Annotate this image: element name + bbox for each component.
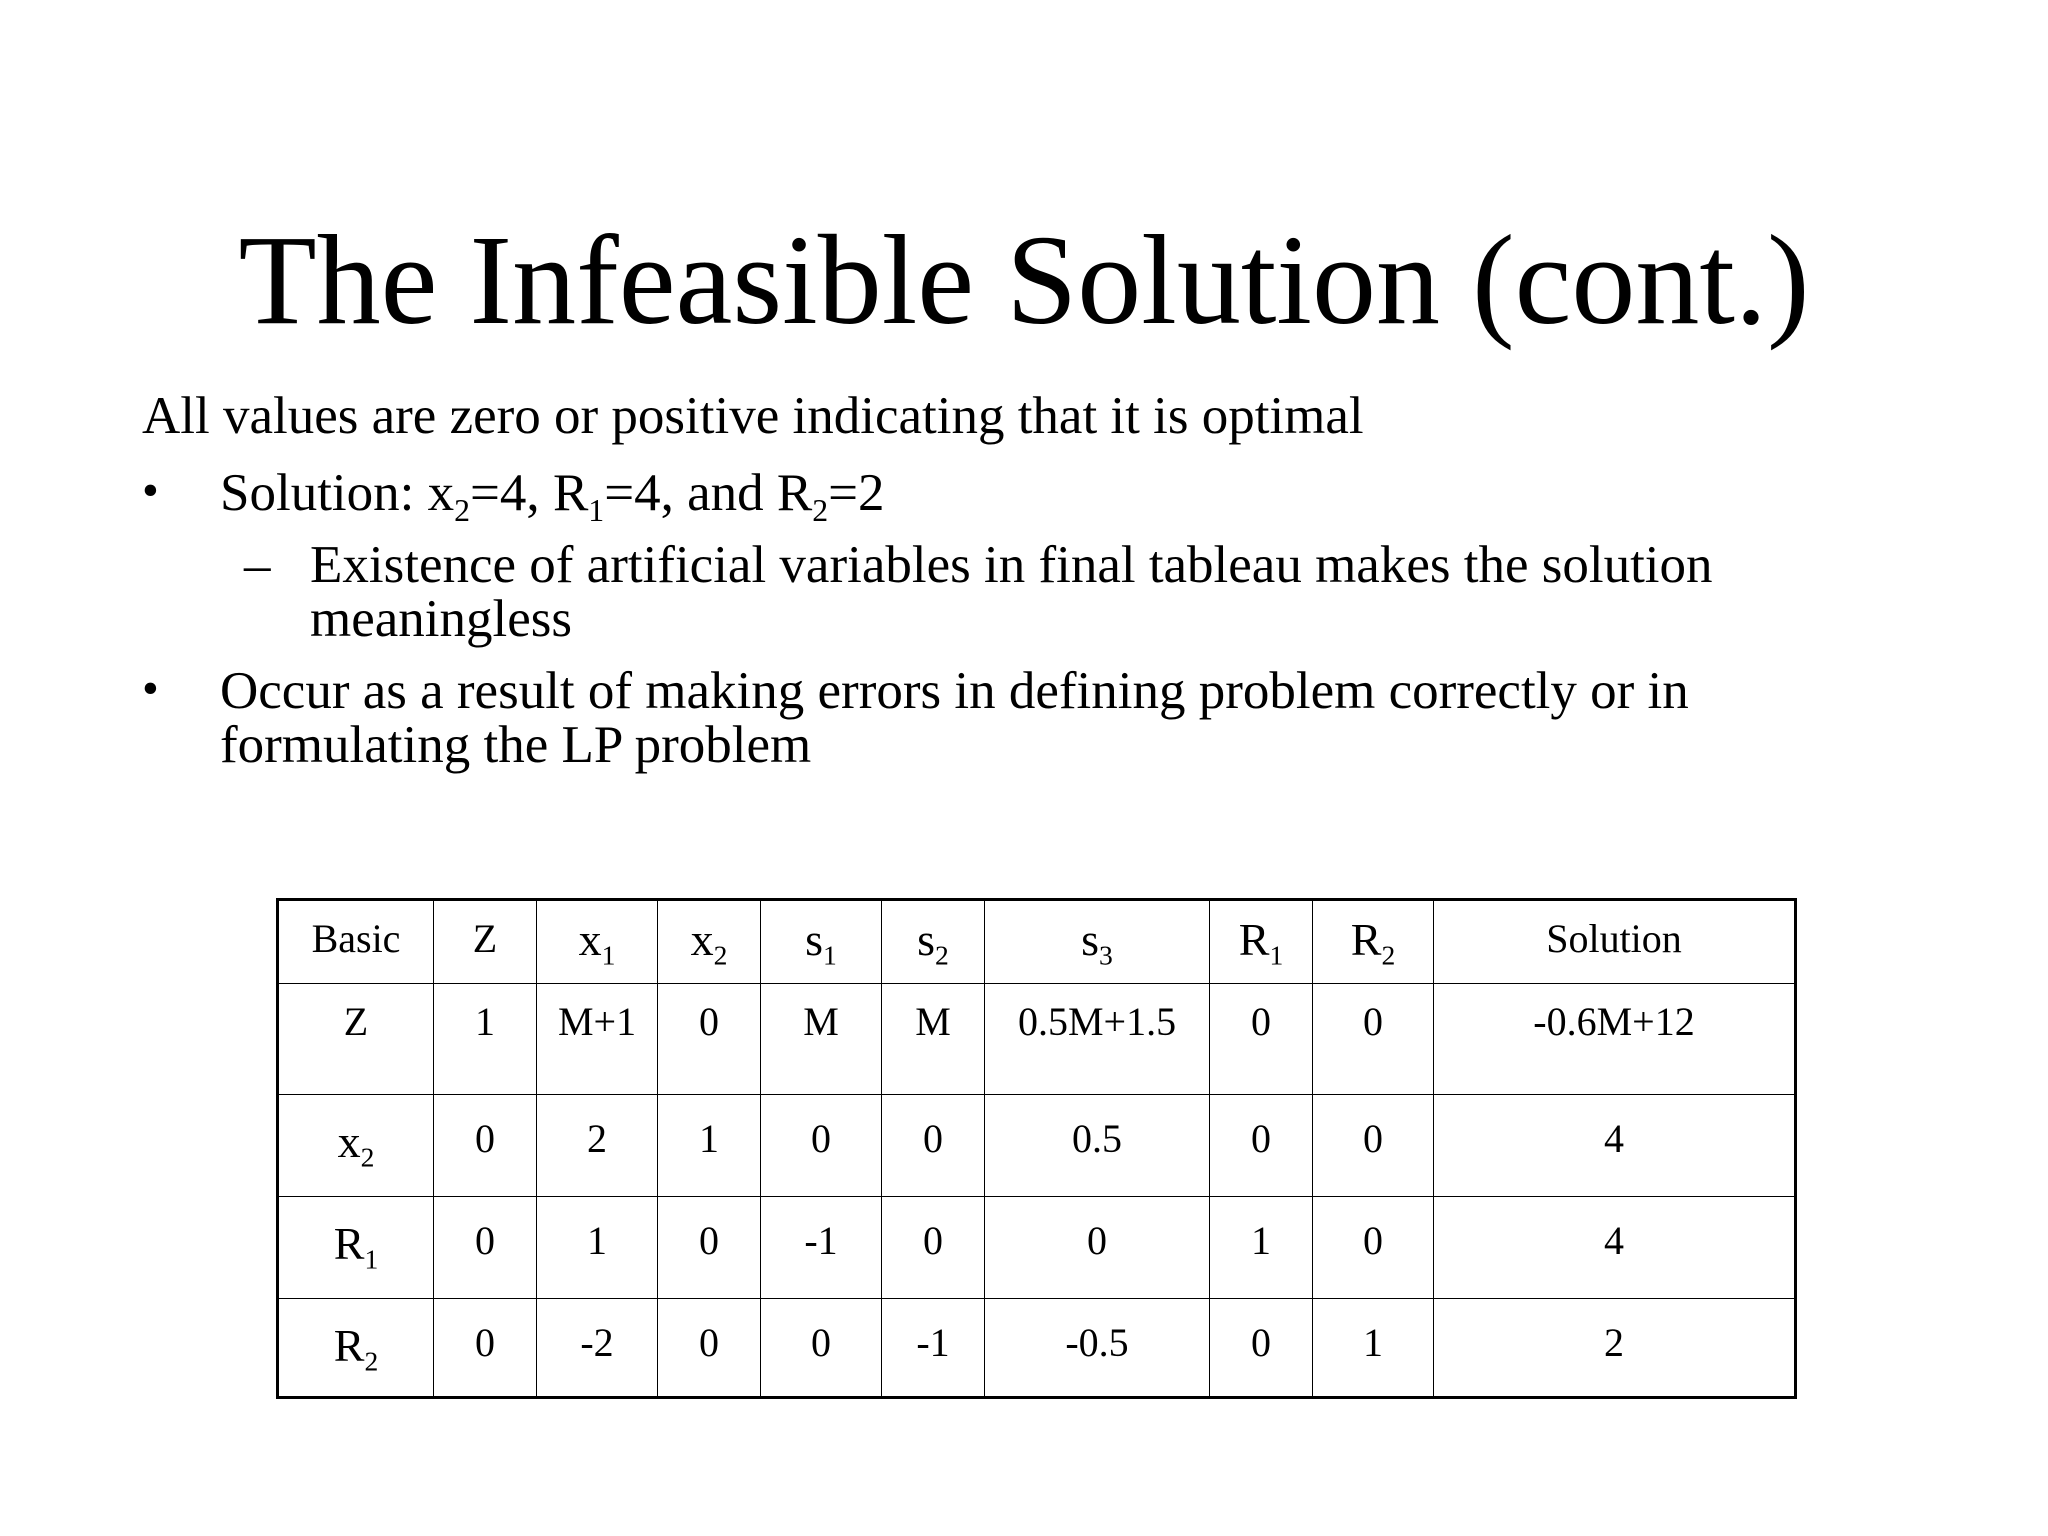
table-row	[278, 1197, 1796, 1299]
table-cell: 2	[1434, 1299, 1796, 1398]
table-cell: 0	[1210, 984, 1313, 1095]
table-cell: 4	[1434, 1197, 1796, 1299]
sub-bullet-text-line1: Existence of artificial variables in final tableau makes the solution	[310, 536, 1713, 594]
table-cell: -1	[882, 1299, 985, 1398]
table-cell: 0	[434, 1299, 537, 1398]
table-cell: -2	[537, 1299, 658, 1398]
table-cell: 1	[1313, 1299, 1434, 1398]
table-cell: 0	[1313, 984, 1434, 1095]
sub-bullet-text-line2: meaningless	[310, 590, 572, 648]
header-basic: Basic	[278, 900, 434, 984]
tableau-header-row	[278, 900, 1796, 984]
bullet-1-text: Solution: $x_2=4$, $R_1=4$, and $R_2=2$	[220, 464, 885, 529]
table-cell: 1	[1210, 1197, 1313, 1299]
slide-title: The Infeasible Solution (cont.)	[238, 209, 1810, 351]
bullet-2-text-line2: formulating the LP problem	[220, 716, 812, 774]
bullet-2-glyph: •	[142, 662, 159, 715]
table-cell: 1	[434, 984, 537, 1095]
table-cell: -1	[761, 1197, 882, 1299]
table-cell: 2	[537, 1095, 658, 1197]
table-cell: 0	[1210, 1095, 1313, 1197]
table-row	[278, 984, 1796, 1095]
table-cell: 0	[882, 1095, 985, 1197]
table-cell: 0	[882, 1197, 985, 1299]
row-basic-var: $R_2$	[278, 1299, 434, 1398]
bullet-1-glyph: •	[142, 464, 159, 517]
table-cell: M	[882, 984, 985, 1095]
table-cell: 1	[658, 1095, 761, 1197]
table-cell: 0	[761, 1299, 882, 1398]
table-cell: 0.5	[985, 1095, 1210, 1197]
table-cell: 0	[1210, 1299, 1313, 1398]
table-row	[278, 1299, 1796, 1398]
table-cell: -0.5	[985, 1299, 1210, 1398]
table-cell: 0	[1313, 1197, 1434, 1299]
header-s3: $s_3$	[985, 900, 1210, 984]
row-basic-var: Z	[278, 984, 434, 1095]
header-x1: $x_1$	[537, 900, 658, 984]
table-cell: 0	[658, 1197, 761, 1299]
header-z: Z	[434, 900, 537, 984]
row-basic-var: $R_1$	[278, 1197, 434, 1299]
table-cell: 0	[434, 1095, 537, 1197]
table-cell: 0	[761, 1095, 882, 1197]
sub-bullet-dash: –	[244, 536, 271, 594]
row-basic-var: $x_2$	[278, 1095, 434, 1197]
table-row	[278, 1095, 1796, 1197]
table-cell: M+1	[537, 984, 658, 1095]
header-r1: $R_1$	[1210, 900, 1313, 984]
intro-text: All values are zero or positive indicating that it is optimal	[142, 387, 1364, 445]
table-cell: -0.6M+12	[1434, 984, 1796, 1095]
table-cell: 0	[434, 1197, 537, 1299]
table-cell: 0	[658, 984, 761, 1095]
table-cell: 0.5M+1.5	[985, 984, 1210, 1095]
table-cell: M	[761, 984, 882, 1095]
table-cell: 0	[1313, 1095, 1434, 1197]
table-cell: 4	[1434, 1095, 1796, 1197]
header-x2: $x_2$	[658, 900, 761, 984]
table-cell: 1	[537, 1197, 658, 1299]
table-cell: 0	[658, 1299, 761, 1398]
simplex-tableau	[276, 898, 1797, 1399]
header-solution: Solution	[1434, 900, 1796, 984]
header-s2: $s_2$	[882, 900, 985, 984]
header-s1: $s_1$	[761, 900, 882, 984]
table-cell: 0	[985, 1197, 1210, 1299]
header-r2: $R_2$	[1313, 900, 1434, 984]
bullet-2-text-line1: Occur as a result of making errors in defining problem correctly or in	[220, 662, 1689, 720]
